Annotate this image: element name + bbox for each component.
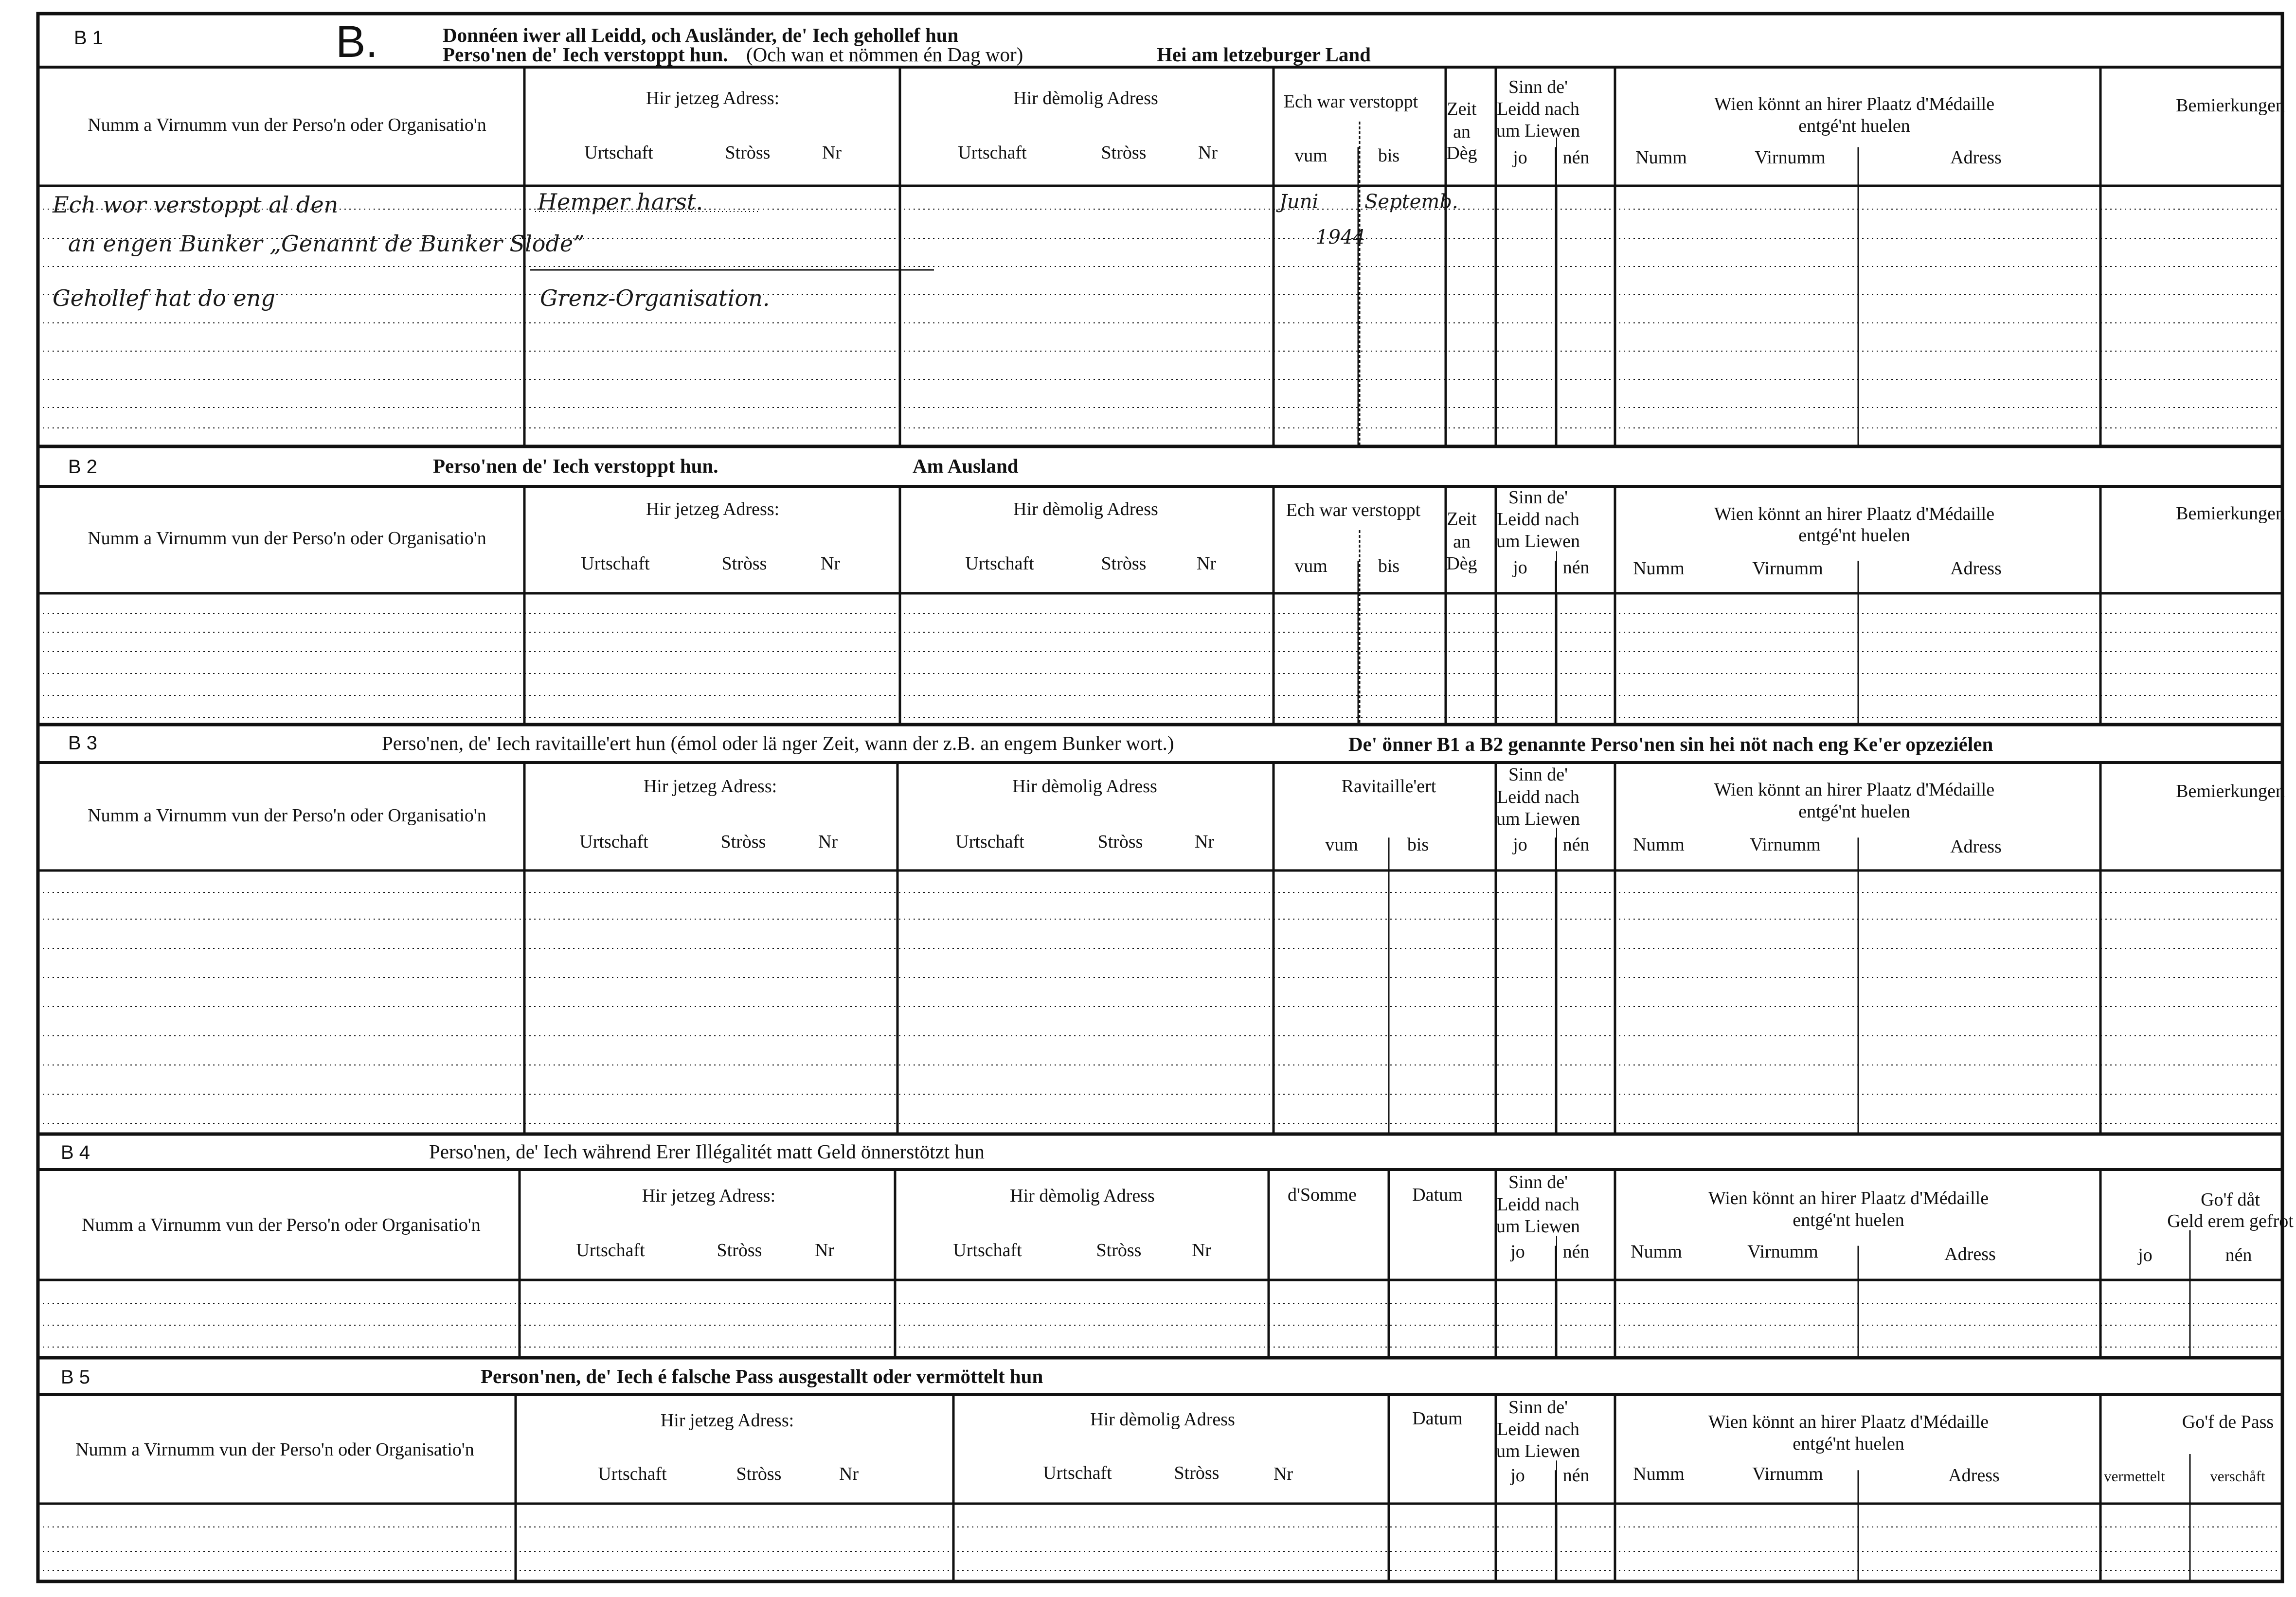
col-hidden: Ech war verstoppt	[1283, 91, 1418, 112]
col-vum: vum	[1294, 556, 1327, 576]
col-sinn: um Liewen	[1496, 531, 1580, 551]
section-title: Perso'nen, de' Iech während Erer Illégalitét matt Geld önnerstötzt hun	[429, 1140, 985, 1163]
col-adress: Adress	[1950, 147, 2002, 168]
col-gof: Geld erem gefrot	[2167, 1211, 2294, 1231]
section-code: B 2	[68, 456, 98, 478]
section-note: (Och wan et nömmen én Dag wor)	[746, 43, 1023, 66]
col-verschaft: verschåft	[2210, 1468, 2265, 1485]
col-urtschaft: Urtschaft	[953, 1240, 1022, 1260]
col-deg: Dèg	[1446, 553, 1477, 574]
col-nr: Nr	[1196, 553, 1217, 574]
col-adress: Adress	[1950, 558, 2002, 579]
col-vum: vum	[1325, 834, 1358, 855]
col-numm: Numm	[1633, 1464, 1685, 1484]
col-somme: d'Somme	[1288, 1185, 1357, 1205]
col-nr: Nr	[818, 832, 838, 852]
col-numm: Numm	[1633, 558, 1685, 579]
section-note: De' önner B1 a B2 genannte Perso'nen sin hei nöt nach eng Ke'er opzeziélen	[1348, 733, 1993, 755]
col-zeit: Zeit	[1447, 99, 1477, 119]
col-an: an	[1453, 122, 1471, 142]
section-code: B 1	[74, 27, 104, 49]
col-urtschaft: Urtschaft	[581, 553, 650, 574]
col-medaille: entgé'nt huelen	[1798, 116, 1910, 136]
col-medaille: entgé'nt huelen	[1798, 801, 1910, 822]
section-code: B 5	[61, 1366, 90, 1388]
section-subtitle: Perso'nen de' Iech verstoppt hun.	[443, 43, 728, 66]
col-virnumm: Virnumm	[1747, 1242, 1818, 1262]
col-stross: Stròss	[1096, 1240, 1142, 1260]
col-jo: jo	[1513, 834, 1527, 855]
col-gof: Go'f de Pass	[2182, 1412, 2274, 1432]
col-ravitaille: Ravitaille'ert	[1341, 776, 1436, 797]
col-jo: jo	[1513, 147, 1527, 168]
col-urtschaft: Urtschaft	[958, 142, 1027, 163]
col-nen: nén	[1562, 557, 1590, 578]
section-code: B 4	[61, 1142, 90, 1163]
col-medaille: Wien könnt an hirer Plaatz d'Médaille	[1714, 504, 1995, 524]
col-bis: bis	[1407, 834, 1429, 855]
col-name-header: Numm a Virnumm vun der Perso'n oder Organisatio'n	[88, 805, 486, 826]
col-nr: Nr	[1194, 832, 1215, 852]
handwritten-entry: Hemper harst.	[538, 189, 703, 215]
col-vermettelt: vermettelt	[2104, 1468, 2165, 1485]
handwritten-entry: Ech wor verstoppt al den	[53, 192, 339, 218]
col-sinn: Leidd nach	[1497, 509, 1579, 530]
col-medaille: Wien könnt an hirer Plaatz d'Médaille	[1708, 1188, 1989, 1208]
col-urtschaft: Urtschaft	[965, 553, 1034, 574]
col-gof: Go'f dåt	[2201, 1189, 2260, 1210]
section-title: Donnéen iwer all Leidd, och Ausländer, de' Iech gehollef hun	[443, 24, 959, 46]
section-place: Hei am letzeburger Land	[1157, 43, 1371, 66]
col-nr: Nr	[814, 1240, 835, 1260]
col-old-address: Hir dèmolig Adress	[1012, 776, 1157, 797]
col-bis: bis	[1378, 556, 1400, 576]
col-sinn: Sinn de'	[1508, 487, 1568, 508]
col-name-header: Numm a Virnumm vun der Perso'n oder Organisatio'n	[82, 1215, 481, 1235]
col-stross: Stròss	[1097, 832, 1143, 852]
col-sinn: Sinn de'	[1508, 764, 1568, 785]
handwritten-entry: Grenz-Organisation.	[540, 285, 770, 311]
col-vum: vum	[1294, 145, 1327, 166]
col-old-address: Hir dèmolig Adress	[1013, 88, 1158, 108]
col-sinn: Sinn de'	[1508, 77, 1568, 97]
col-stross: Stròss	[1174, 1463, 1220, 1483]
col-nr: Nr	[1198, 142, 1218, 163]
col-old-address: Hir dèmolig Adress	[1013, 499, 1158, 519]
col-sinn: Leidd nach	[1497, 1419, 1579, 1439]
section-place: Am Ausland	[913, 455, 1019, 477]
col-adress: Adress	[1950, 836, 2002, 857]
col-bemierkungen: Bemierkungen	[2176, 781, 2285, 801]
col-an: an	[1453, 532, 1471, 552]
col-nen: nén	[1562, 147, 1590, 168]
col-medaille: entgé'nt huelen	[1793, 1434, 1904, 1454]
col-sinn: Sinn de'	[1508, 1172, 1568, 1192]
col-nen: nén	[1562, 1242, 1590, 1262]
col-medaille: Wien könnt an hirer Plaatz d'Médaille	[1708, 1412, 1989, 1432]
col-nr: Nr	[1273, 1464, 1293, 1484]
col-urtschaft: Urtschaft	[579, 832, 648, 852]
col-virnumm: Virnumm	[1755, 147, 1826, 168]
col-sinn: um Liewen	[1496, 809, 1580, 829]
col-urtschaft: Urtschaft	[584, 142, 653, 163]
col-medaille: Wien könnt an hirer Plaatz d'Médaille	[1714, 780, 1995, 800]
section-title: Person'nen, de' Iech é falsche Pass ausgestallt oder vermöttelt hun	[481, 1365, 1043, 1387]
col-current-address: Hir jetzeg Adress:	[660, 1410, 794, 1431]
col-current-address: Hir jetzeg Adress:	[642, 1186, 776, 1206]
col-bis: bis	[1378, 145, 1400, 166]
section-title: Perso'nen de' Iech verstoppt hun.	[433, 455, 718, 477]
col-nr: Nr	[820, 553, 841, 574]
section-title: Perso'nen, de' Iech ravitaille'ert hun (émol oder lä nger Zeit, wann der z.B. an engem Bunker wort.)	[382, 732, 1174, 754]
col-stross: Stròss	[1101, 553, 1147, 574]
section-letter: B.	[336, 17, 378, 67]
col-numm: Numm	[1631, 1242, 1682, 1262]
col-bemierkungen: Bemierkungen	[2176, 503, 2285, 524]
col-medaille: Wien könnt an hirer Plaatz d'Médaille	[1714, 94, 1995, 114]
col-jo: jo	[1510, 1465, 1525, 1486]
col-sinn: um Liewen	[1496, 121, 1580, 141]
col-old-address: Hir dèmolig Adress	[1090, 1409, 1235, 1430]
col-nen: nén	[1562, 834, 1590, 855]
handwritten-entry: Gehollef hat do eng	[53, 285, 275, 311]
col-name-header: Numm a Virnumm vun der Perso'n oder Organisatio'n	[88, 528, 486, 549]
col-bemierkungen: Bemierkungen	[2176, 95, 2285, 116]
col-sinn: Leidd nach	[1497, 1194, 1579, 1215]
handwritten-date: 1944	[1316, 226, 1365, 248]
col-adress: Adress	[1944, 1244, 1996, 1264]
col-adress: Adress	[1948, 1465, 2000, 1486]
col-current-address: Hir jetzeg Adress:	[646, 499, 780, 519]
col-jo: jo	[1513, 557, 1527, 578]
col-datum: Datum	[1412, 1408, 1463, 1429]
col-stross: Stròss	[725, 142, 771, 163]
handwritten-entry: an engen Bunker „Genannt de Bunker Slode”	[68, 231, 585, 257]
col-nr: Nr	[839, 1464, 859, 1484]
col-jo: jo	[1510, 1242, 1525, 1262]
col-virnumm: Virnumm	[1750, 834, 1821, 855]
col-sinn: Leidd nach	[1497, 99, 1579, 119]
col-nr: Nr	[1191, 1240, 1212, 1260]
col-sinn: Leidd nach	[1497, 787, 1579, 807]
col-name-header: Numm a Virnumm vun der Perso'n oder Organisatio'n	[88, 115, 486, 135]
col-urtschaft: Urtschaft	[598, 1464, 667, 1484]
col-nen: nén	[2225, 1245, 2252, 1265]
col-nr: Nr	[822, 142, 842, 163]
col-virnumm: Virnumm	[1752, 1464, 1823, 1484]
col-sinn: um Liewen	[1496, 1216, 1580, 1237]
handwritten-date: Septemb.	[1364, 191, 1458, 213]
col-medaille: entgé'nt huelen	[1793, 1210, 1904, 1230]
col-sinn: um Liewen	[1496, 1441, 1580, 1461]
col-current-address: Hir jetzeg Adress:	[643, 776, 777, 797]
col-urtschaft: Urtschaft	[576, 1240, 645, 1260]
col-stross: Stròss	[721, 553, 767, 574]
col-numm: Numm	[1635, 147, 1687, 168]
col-datum: Datum	[1412, 1185, 1463, 1205]
col-old-address: Hir dèmolig Adress	[1010, 1186, 1155, 1206]
col-urtschaft: Urtschaft	[955, 832, 1024, 852]
col-current-address: Hir jetzeg Adress:	[646, 88, 780, 108]
col-deg: Dèg	[1446, 143, 1477, 163]
col-virnumm: Virnumm	[1752, 558, 1823, 579]
col-jo: jo	[2138, 1245, 2152, 1265]
col-medaille: entgé'nt huelen	[1798, 525, 1910, 546]
section-code: B 3	[68, 732, 98, 754]
col-numm: Numm	[1633, 834, 1685, 855]
handwritten-date: Juni	[1279, 191, 1319, 213]
col-sinn: Sinn de'	[1508, 1397, 1568, 1418]
col-zeit: Zeit	[1447, 509, 1477, 529]
col-stross: Stròss	[717, 1240, 762, 1260]
col-stross: Stròss	[720, 832, 766, 852]
col-nen: nén	[1562, 1465, 1590, 1486]
col-urtschaft: Urtschaft	[1043, 1463, 1112, 1483]
col-stross: Stròss	[736, 1464, 782, 1484]
col-name-header: Numm a Virnumm vun der Perso'n oder Organisatio'n	[75, 1439, 474, 1460]
col-hidden: Ech war verstoppt	[1286, 500, 1421, 520]
col-stross: Stròss	[1101, 142, 1147, 163]
